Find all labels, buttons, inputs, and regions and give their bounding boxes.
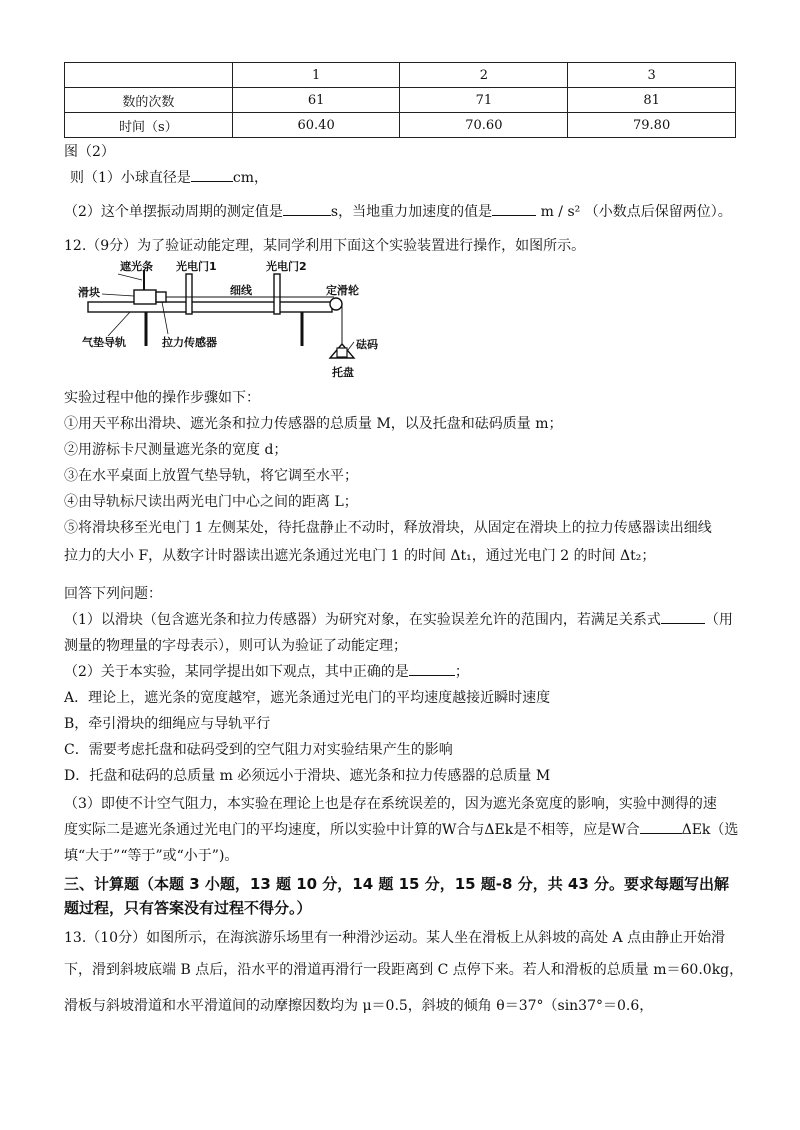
table-header-row: [65, 63, 736, 88]
option-item: A．理论上，遮光条的宽度越窄，遮光条通过光电门的平均速度越接近瞬时速度: [64, 690, 551, 706]
q12-sub3-line3: 填“大于”“等于”或“小于”)。: [64, 848, 239, 864]
table-row: [65, 88, 736, 113]
step-item: ④由导轨标尺读出两光电门中心之间的距离 L；: [64, 494, 358, 510]
photogate-2: [274, 274, 280, 314]
table-cell: 70.60: [400, 113, 568, 138]
answer-blank: [492, 215, 536, 216]
q12-intro: 实验过程中他的操作步骤如下：: [64, 390, 260, 406]
option-item: B，牵引滑块的细绳应与导轨平行: [64, 716, 271, 732]
force-sensor: [156, 292, 166, 302]
answer-blank: [191, 181, 233, 182]
q12-sub3-post: ΔEk（选: [681, 822, 739, 838]
table-cell: 71: [400, 88, 568, 113]
table-cell: [65, 63, 233, 88]
q11-p2-text: （2）这个单摆振动周期的测定值是: [64, 204, 283, 220]
option-item: C．需要考虑托盘和砝码受到的空气阻力对实验结果产生的影响: [64, 742, 453, 758]
answer-intro: 回答下列问题：: [64, 586, 162, 602]
q11-part2: [64, 202, 732, 222]
table-cell: 数的次数: [65, 88, 233, 113]
table-cell: 79.80: [568, 113, 736, 138]
label-track: 气垫导轨: [82, 336, 126, 349]
q12-sub3-line2: [64, 820, 738, 840]
q12-sub2-text: （2）关于本实验，某同学提出如下观点，其中正确的是: [64, 664, 409, 680]
answer-blank: [409, 675, 455, 676]
table-cell: 1: [232, 63, 400, 88]
step-item: 拉力的大小 F，从数字计时器读出遮光条通过光电门 1 的时间 Δt₁，通过光电门 2 的时间 Δt₂；: [64, 548, 656, 564]
q11-p1-unit: cm，: [232, 170, 269, 186]
step-item: ②用游标卡尺测量遮光条的宽度 d；: [64, 442, 288, 458]
q13-line: 下，滑到斜坡底端 B 点后，沿水平的滑道再滑行一段距离到 C 点停下来。若人和滑板的总质量 m＝60.0kg，: [64, 962, 744, 978]
table-cell: 60.40: [232, 113, 400, 138]
table-cell: 时间（s）: [65, 113, 233, 138]
q12-sub3-line1: （3）即使不计空气阻力，本实验在理论上也是存在系统误差的，因为遮光条宽度的影响，实验中测得的速: [64, 796, 717, 812]
q12-sub1-line2: 测量的物理量的字母表示），则可认为验证了动能定理；: [64, 638, 407, 654]
q11-p2-note: （小数点后保留两位）。: [584, 204, 732, 220]
data-table: [64, 62, 736, 138]
label-slider: 滑块: [78, 286, 100, 299]
air-track: [88, 302, 332, 312]
pulley: [330, 298, 342, 310]
q12-sub2: [64, 662, 469, 682]
label-shield: 遮光条: [120, 260, 153, 273]
label-sensor: 拉力传感器: [162, 336, 217, 349]
section-heading: 三、计算题（本题 3 小题，13 题 10 分，14 题 15 分，15 题-8 分，共 43 分。要求每题写出解: [64, 875, 730, 893]
label-pulley: 定滑轮: [326, 284, 359, 297]
q11-p2-mid: s，当地重力加速度的值是: [330, 204, 493, 220]
photogate-1: [186, 274, 192, 314]
step-item: ①用天平称出滑块、遮光条和拉力传感器的总质量 M，以及托盘和砝码质量 m；: [64, 416, 563, 432]
answer-blank: [661, 623, 705, 624]
step-item: ⑤将滑块移至光电门 1 左侧某处，待托盘静止不动时，释放滑块，从固定在滑块上的拉力传感器读出细线: [64, 520, 712, 536]
q11-p1-text: 则（1）小球直径是: [70, 170, 191, 186]
q12-sub1-post: （用: [704, 612, 733, 628]
label-gate2: 光电门2: [266, 260, 307, 273]
table-cell: 61: [232, 88, 400, 113]
q12-sub2-post: ；: [454, 664, 469, 680]
table-cell: 2: [400, 63, 568, 88]
step-item: ③在水平桌面上放置气垫导轨，将它调至水平；: [64, 468, 358, 484]
answer-blank: [640, 833, 682, 834]
q11-p2-unit: m / s²: [540, 204, 581, 220]
q12-sub1-text: （1）以滑块（包含遮光条和拉力传感器）为研究对象，在实验误差允许的范围内，若满足关系式: [64, 612, 661, 628]
table-cell: 3: [568, 63, 736, 88]
label-weights: 砝码: [356, 338, 378, 351]
q13-line: 13.（10分）如图所示，在海滨游乐场里有一种滑沙运动。某人坐在滑板上从斜坡的高处 A 点由静止开始滑: [64, 930, 726, 946]
q12-sub3-text: 度实际二是遮光条通过光电门的平均速度，所以实验中计算的W合与ΔEk是不相等，应是W合: [64, 822, 640, 838]
label-gate1: 光电门1: [176, 260, 217, 273]
label-tray: 托盘: [332, 366, 354, 379]
q12-sub1: [64, 610, 733, 630]
section-heading: 题过程，只有答案没有过程不得分。）: [64, 899, 312, 917]
table-row: [65, 113, 736, 138]
q13-line: 滑板与斜坡滑道和水平滑道间的动摩擦因数均为 μ＝0.5，斜坡的倾角 θ＝37°（sin37°＝0.6，: [64, 998, 654, 1014]
q12-title: 12.（9分）为了验证动能定理，某同学利用下面这个实验装置进行操作，如图所示。: [64, 238, 586, 254]
option-item: D．托盘和砝码的总质量 m 必须远小于滑块、遮光条和拉力传感器的总质量 M: [64, 768, 551, 784]
experiment-diagram: [78, 258, 398, 382]
q11-part1: [70, 168, 268, 188]
figure-caption: 图（2）: [64, 144, 115, 160]
table-cell: 81: [568, 88, 736, 113]
weights: [337, 348, 347, 357]
answer-blank: [283, 215, 331, 216]
label-string: 细线: [230, 284, 252, 297]
slider-block: [134, 290, 156, 304]
